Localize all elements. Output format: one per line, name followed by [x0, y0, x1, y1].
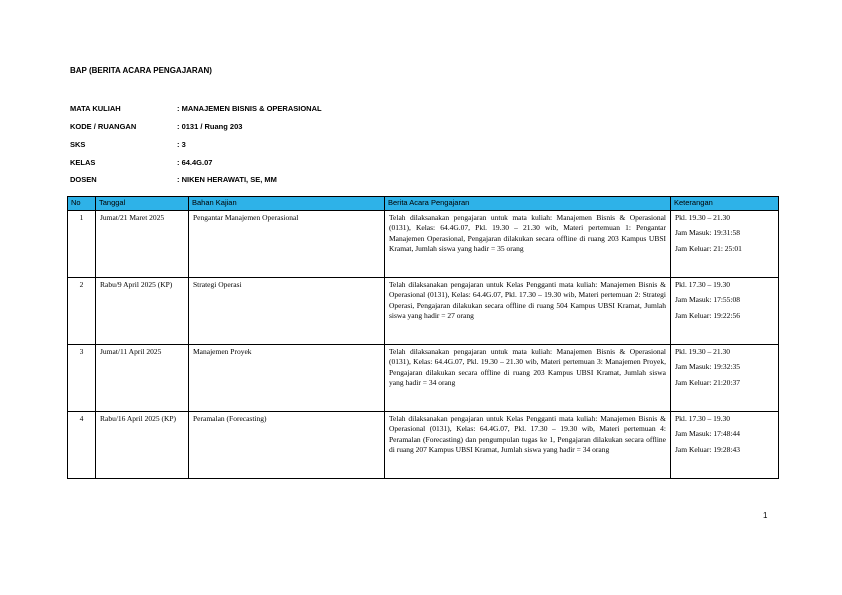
header-bahan-kajian: Bahan Kajian — [189, 197, 385, 211]
ket-waktu: Pkl. 19.30 – 21.30 — [675, 346, 731, 356]
cell-keterangan — [671, 344, 779, 411]
ket-jam-masuk: Jam Masuk: 17:55:08 — [675, 295, 740, 304]
cell-no: 1 — [68, 210, 96, 277]
meta-value: : 0131 / Ruang 203 — [177, 122, 243, 131]
ket-jam-keluar: Jam Keluar: 21: 25:01 — [675, 243, 742, 253]
table-row — [68, 277, 779, 344]
ket-jam-keluar: Jam Keluar: 19:22:56 — [675, 310, 740, 320]
table-row — [68, 344, 779, 411]
cell-berita: Telah dilaksanakan pengajaran untuk mata kuliah: Manajemen Bisnis & Operasional (0131), Kelas: 64.4G.07, Pkl. 19.30 – 21.30 wib, Materi pertemuan 1: Pengantar Manajemen Operasional, Pengajaran dilakukan secara offline di ruang 203 Kampus UBSI Kramat, Jumlah siswa yang hadir = 35 orang — [385, 210, 671, 277]
cell-berita: Telah dilaksanakan pengajaran untuk Kelas Pengganti mata kuliah: Manajemen Bisnis & Operasional (0131), Kelas: 64.4G.07, Pkl. 17.30 – 19.30 wib, Materi pertemuan 4: Peramalan (Forecasting) dan pengumpulan tugas ke 1, Pengajaran dilakukan secara offline di ruang 207 Kampus UBSI Kramat, Jumlah siswa yang hadir = 34 orang — [385, 411, 671, 478]
cell-bahan: Pengantar Manajemen Operasional — [189, 210, 385, 277]
cell-keterangan — [671, 210, 779, 277]
page-number: 1 — [763, 511, 768, 520]
header-keterangan: Keterangan — [671, 197, 779, 211]
table-header-row — [68, 197, 779, 211]
cell-berita: Telah dilaksanakan pengajaran untuk mata kuliah: Manajemen Bisnis & Operasional (0131), Kelas: 64.4G.07, Pkl. 19.30 – 21.30 wib, Materi pertemuan 3: Manajemen Proyek, Pengajaran dilakukan secara offline di ruang 203 Kampus UBSI Kramat, Jumlah siswa yang hadir = 34 orang — [385, 344, 671, 411]
table-row — [68, 411, 779, 478]
meta-label: SKS — [70, 140, 86, 149]
ket-jam-keluar: Jam Keluar: 21:20:37 — [675, 377, 740, 387]
header-no: No — [68, 197, 96, 211]
cell-tanggal: Jumat/11 April 2025 — [96, 344, 189, 411]
ket-jam-masuk: Jam Masuk: 19:31:58 — [675, 228, 740, 237]
cell-berita: Telah dilaksanakan pengajaran untuk Kelas Pengganti mata kuliah: Manajemen Bisnis & Operasional (0131), Kelas: 64.4G.07, Pkl. 17.30 – 19.30 wib, Materi pertemuan 2: Strategi Operasi, Pengajaran dilakukan secara offline di ruang 504 Kampus UBSI Kramat, Jumlah siswa yang hadir = 27 orang — [385, 277, 671, 344]
ket-waktu: Pkl. 17.30 – 19.30 — [675, 279, 731, 289]
ket-jam-masuk: Jam Masuk: 17:48:44 — [675, 429, 740, 438]
cell-bahan: Manajemen Proyek — [189, 344, 385, 411]
document-title: BAP (BERITA ACARA PENGAJARAN) — [70, 66, 212, 75]
cell-tanggal: Rabu/9 April 2025 (KP) — [96, 277, 189, 344]
meta-label: DOSEN — [70, 175, 97, 184]
meta-label: MATA KULIAH — [70, 104, 121, 113]
cell-tanggal: Jumat/21 Maret 2025 — [96, 210, 189, 277]
meta-value: : 64.4G.07 — [177, 158, 213, 167]
header-tanggal: Tanggal — [96, 197, 189, 211]
ket-jam-keluar: Jam Keluar: 19:28:43 — [675, 444, 740, 454]
cell-keterangan — [671, 411, 779, 478]
cell-tanggal: Rabu/16 April 2025 (KP) — [96, 411, 189, 478]
ket-waktu: Pkl. 17.30 – 19.30 — [675, 413, 731, 423]
meta-value: : NIKEN HERAWATI, SE, MM — [177, 175, 277, 184]
cell-keterangan — [671, 277, 779, 344]
ket-jam-masuk: Jam Masuk: 19:32:35 — [675, 362, 740, 371]
meta-value: : MANAJEMEN BISNIS & OPERASIONAL — [177, 104, 322, 113]
cell-no: 4 — [68, 411, 96, 478]
cell-bahan: Peramalan (Forecasting) — [189, 411, 385, 478]
ket-waktu: Pkl. 19.30 – 21.30 — [675, 212, 731, 222]
bap-table — [67, 196, 779, 479]
cell-no: 3 — [68, 344, 96, 411]
meta-label: KELAS — [70, 158, 96, 167]
cell-bahan: Strategi Operasi — [189, 277, 385, 344]
meta-value: : 3 — [177, 140, 186, 149]
meta-label: KODE / RUANGAN — [70, 122, 137, 131]
table-row — [68, 210, 779, 277]
header-berita-acara: Berita Acara Pengajaran — [385, 197, 671, 211]
cell-no: 2 — [68, 277, 96, 344]
